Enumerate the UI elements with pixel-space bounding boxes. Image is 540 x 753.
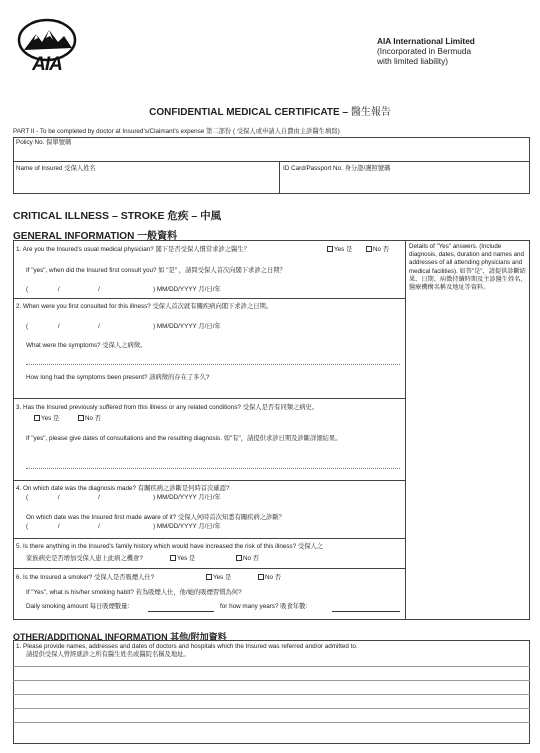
q6-years-input[interactable] [332,611,400,612]
q6-sub: If "Yes", what is his/her smoking habit? 若為吸煙人仕，他/她的吸煙習慣為何? [26,589,242,596]
checkbox-icon [206,574,212,580]
no-label: No 否 [243,555,260,562]
checkbox-icon [366,246,372,252]
yes-label: Yes 是 [177,555,196,562]
company-name: AIA International Limited [377,36,475,46]
q2-text: 2. When were you first consulted for this illness? 受保人首次就有關疾病向閣下求診之日期。 [16,303,273,310]
q5-no[interactable] [236,555,259,563]
divider [13,398,405,399]
other-line-5[interactable] [13,722,530,723]
no-label: No 否 [265,574,282,581]
checkbox-icon [258,574,264,580]
no-label: No 否 [85,415,102,422]
questionnaire-box [13,240,530,620]
policy-no-label: Policy No. 保單號碼 [16,139,72,146]
q3-line[interactable] [26,468,400,469]
q4-text: 4. On which date was the diagnosis made? 有關疾病之診斷是何時首次確認? [16,485,230,492]
q2-date-field[interactable]: ( / / [26,323,100,330]
q2-symptoms-line[interactable] [26,364,400,365]
side-divider [405,240,406,620]
other-line-1[interactable] [13,666,530,667]
no-label: No 否 [373,246,390,253]
doc-title: CONFIDENTIAL MEDICAL CERTIFICATE [149,107,340,118]
doc-title-row: CONFIDENTIAL MEDICAL CERTIFICATE – 醫生報告 [149,107,391,118]
divider [13,568,405,569]
company-line2: (Incorporated in Bermuda [377,46,472,56]
q4-date-field[interactable]: ( / / [26,494,100,501]
q4-sub: On which date was the Insured first made aware of it? 受保人何時首次知悉有關疾病之診斷？ [26,514,285,521]
checkbox-icon [236,555,242,561]
q3-no[interactable] [78,415,101,423]
company-line3: with limited liability) [377,56,449,66]
q3-text: 3. Has the Insured previously suffered from this illness or any related conditions? 受保人是否有同類之病史。 [16,404,319,411]
logo-text: AIA [32,54,62,75]
q6-text: 6. Is the Insured a smoker? 受保人是否吸煙人仕? [16,574,155,581]
doc-title-cn: 醫生報告 [350,107,391,118]
divider [13,298,405,299]
divider [13,538,405,539]
policy-no-field[interactable] [13,137,530,162]
q6-yes[interactable] [206,574,231,582]
q5-text: 5. Is there anything in the Insured's family history which would have increased the risk of this illness? 受保人之 [16,543,324,550]
q5-yes[interactable] [170,555,195,563]
q4-sub-date-format: ) MM/DD/YYYY 月/日/年 [153,523,221,530]
yes-label: Yes 是 [213,574,232,581]
checkbox-icon [327,246,333,252]
q2-symptoms: What were the symptoms? 受保人之病徵。 [26,342,147,349]
yes-label: Yes 是 [41,415,60,422]
part-line: PART II - To be completed by doctor at Insured's/Claimant's expense 第二部份 ( 受保人或申請人自費由主診醫生填寫) [13,128,340,135]
other-q1: 1. Please provide names, addresses and dates of doctors and hospitals which the Insured was referred and/or admitted to. [16,643,358,650]
q1-no[interactable] [366,246,389,254]
company-block [377,36,475,66]
q6-daily-input[interactable] [148,611,214,612]
q3-sub: If "yes", please give dates of consultations and the resulting diagnosis. 如"有"，請提供求診日期及診斷詳細結果。 [26,435,342,442]
aia-logo [16,18,78,74]
q1-sub: If "yes", when did the Insured first consult you? 如 "是" ，請問受保人首次向閣下求診之日期？ [26,267,286,274]
q2-duration: How long had the symptoms been present? 該病徵的存在了多久? [26,374,210,381]
q4-date-format: ) MM/DD/YYYY 月/日/年 [153,494,221,501]
q4-sub-date-field[interactable]: ( / / [26,523,100,530]
yes-label: Yes 是 [334,246,353,253]
other-q1-cn: 請提供受保人曾經就診之所有醫生姓名或醫院名稱及地址。 [26,651,190,658]
checkbox-icon [78,415,84,421]
q6-no[interactable] [258,574,281,582]
q3-yes[interactable] [34,415,59,423]
other-line-4[interactable] [13,708,530,709]
q5-cont: 家族病史是否增加受保人患上此病之機會? [26,555,143,562]
other-line-3[interactable] [13,694,530,695]
checkbox-icon [34,415,40,421]
q6-years-label: for how many years? 吸食年數: [220,603,308,610]
q1-yes[interactable] [327,246,352,254]
q2-date-format: ) MM/DD/YYYY 月/日/年 [153,323,221,330]
q1-date-field[interactable]: ( / / [26,286,100,293]
name-insured-label: Name of Insured 受保人姓名 [16,165,96,172]
side-note: Details of "Yes" answers. (Include diagnosis, dates, duration and names and addresses of all attending physicians and medical facilities). 如答"是"，請提供診斷結果、日期、病徵持續時期及主診醫生姓名、醫療機構名稱及地址等資料。 [409,243,527,292]
other-heading: OTHER/ADDITIONAL INFORMATION 其他/附加資料 [13,632,227,642]
q6-daily-label: Daily smoking amount 每日吸煙數量: [26,603,130,610]
checkbox-icon [170,555,176,561]
other-line-2[interactable] [13,680,530,681]
divider [13,480,405,481]
q1-date-format: ) MM/DD/YYYY 月/日/年 [153,286,221,293]
general-heading: GENERAL INFORMATION 一般資料 [13,231,178,242]
section-title: CRITICAL ILLNESS – STROKE 危疾 – 中風 [13,210,222,222]
q1-text: 1. Are you the Insured's usual medical physician? 閣下是否受保人慣常求診之醫生？ [16,246,250,253]
id-card-label: ID Card/Passport No. 身分證/護照號碼 [283,165,391,172]
